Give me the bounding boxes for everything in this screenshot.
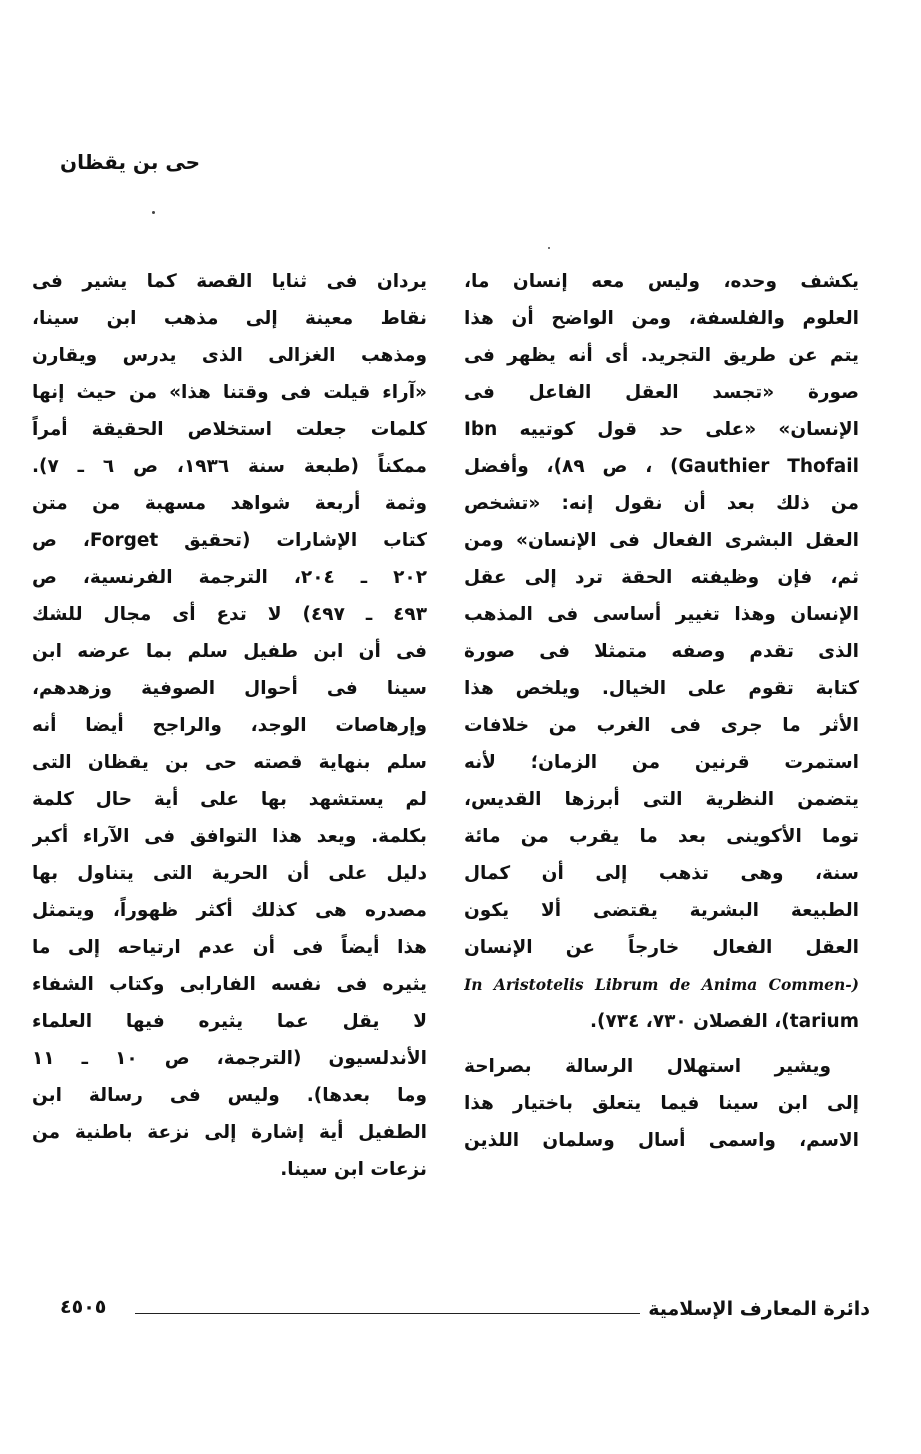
latin-citation-line: In Aristotelis Librum de Anima Commen-) <box>464 975 859 994</box>
text-line: العلوم والفلسفة، ومن الواضح أن هذا <box>464 308 859 329</box>
text-line: يكشف وحده، وليس معه إنسان ما، <box>464 271 859 292</box>
text-line: ومذهب الغزالى الذى يدرس ويقارن <box>32 345 427 366</box>
text-line: من ذلك بعد أن نقول إنه: «تشخص <box>464 493 859 514</box>
text-line: الأثر ما جرى فى الغرب من خلافات <box>464 715 859 736</box>
text-line: بكلمة. ويعد هذا التوافق فى الآراء أكبر <box>32 826 427 847</box>
text-line: كتابة تقوم على الخيال. ويلخص هذا <box>464 678 859 699</box>
text-line: الذى تقدم وصفه متمثلا فى صورة <box>464 641 859 662</box>
text-line: سلم بنهاية قصته حى بن يقظان التى <box>32 752 427 773</box>
text-line: ٢٠٢ ـ ٢٠٤، الترجمة الفرنسية، ص <box>32 567 427 588</box>
text-line: كتاب الإشارات (تحقيق Forget، ص <box>32 530 427 551</box>
text-line: الاسم، واسمى أسال وسلمان اللذين <box>464 1130 859 1151</box>
text-line: الإنسان وهذا تغيير أساسى فى المذهب <box>464 604 859 625</box>
text-line: الإنسان» «على حد قول كوتييه Ibn <box>464 419 859 440</box>
text-line: وثمة أربعة شواهد مسهبة من متن <box>32 493 427 514</box>
text-line: يثيره فى نفسه الفارابى وكتاب الشفاء <box>32 974 427 995</box>
text-column-left <box>32 263 427 1188</box>
text-line: الأندلسيون (الترجمة، ص ١٠ ـ ١١ <box>32 1048 427 1069</box>
journal-title: دائرة المعارف الإسلامية <box>648 1298 870 1320</box>
text-line: يتضمن النظرية التى أبرزها القديس، <box>464 789 859 810</box>
text-line: فى أن ابن طفيل سلم بما عرضه ابن <box>32 641 427 662</box>
text-line: سنة، وهى تذهب إلى أن كمال <box>464 863 859 884</box>
text-line: العقل الفعال خارجاً عن الإنسان <box>464 937 859 958</box>
text-line: الطفيل أية إشارة إلى نزعة باطنية من <box>32 1122 427 1143</box>
text-line: ثم، فإن وظيفته الحقة ترد إلى عقل <box>464 567 859 588</box>
text-line: الطبيعة البشرية يقتضى ألا يكون <box>464 900 859 921</box>
text-line: سينا فى أحوال الصوفية وزهدهم، <box>32 678 427 699</box>
text-line: لم يستشهد بها على أية حال كلمة <box>32 789 427 810</box>
text-line: كلمات جعلت استخلاص الحقيقة أمراً <box>32 419 427 440</box>
text-line: Gauthier Thofail) ، ص ٨٩)، وأفضل <box>464 456 859 477</box>
text-line: إلى ابن سينا فيما يتعلق باختيار هذا <box>464 1093 859 1114</box>
text-line: ٤٩٣ ـ ٤٩٧) لا تدع أى مجال للشك <box>32 604 427 625</box>
text-line: يتم عن طريق التجريد. أى أنه يظهر فى <box>464 345 859 366</box>
text-line: دليل على أن الحرية التى يتناول بها <box>32 863 427 884</box>
text-line: نقاط معينة إلى مذهب ابن سينا، <box>32 308 427 329</box>
paragraph-first-line: ويشير استهلال الرسالة بصراحة <box>464 1056 831 1077</box>
text-line: وإرهاصات الوجد، والراجح أيضا أنه <box>32 715 427 736</box>
text-line: مصدره هى كذلك أكثر ظهوراً، ويتمثل <box>32 900 427 921</box>
text-line: يردان فى ثنايا القصة كما يشير فى <box>32 271 427 292</box>
text-line: صورة «تجسد العقل الفاعل فى <box>464 382 859 403</box>
text-line: ممكناً (طبعة سنة ١٩٣٦، ص ٦ ـ ٧). <box>32 456 427 477</box>
text-line: هذا أيضاً فى أن عدم ارتياحه إلى ما <box>32 937 427 958</box>
text-column-right <box>464 263 859 1159</box>
scan-speck <box>548 247 550 249</box>
text-line: العقل البشرى الفعال فى الإنسان» ومن <box>464 530 859 551</box>
text-line: وما بعدها). وليس فى رسالة ابن <box>32 1085 427 1106</box>
text-line: استمرت قرنين من الزمان؛ لأنه <box>464 752 859 773</box>
text-line: «آراء قيلت فى وقتنا هذا» من حيث إنها <box>32 382 427 403</box>
text-line: نزعات ابن سينا. <box>280 1159 427 1180</box>
text-line: توما الأكوينى بعد ما يقرب من مائة <box>464 826 859 847</box>
text-line: tarium)، الفصلان ٧٣٠، ٧٣٤). <box>590 1011 859 1032</box>
running-title: حى بن يقظان <box>60 150 201 174</box>
text-line: لا يقل عما يثيره فيها العلماء <box>32 1011 427 1032</box>
footer-rule <box>135 1313 640 1314</box>
page-footer <box>60 1290 870 1330</box>
scan-speck <box>152 211 155 214</box>
page-number: ٤٥٠٥ <box>60 1296 107 1318</box>
